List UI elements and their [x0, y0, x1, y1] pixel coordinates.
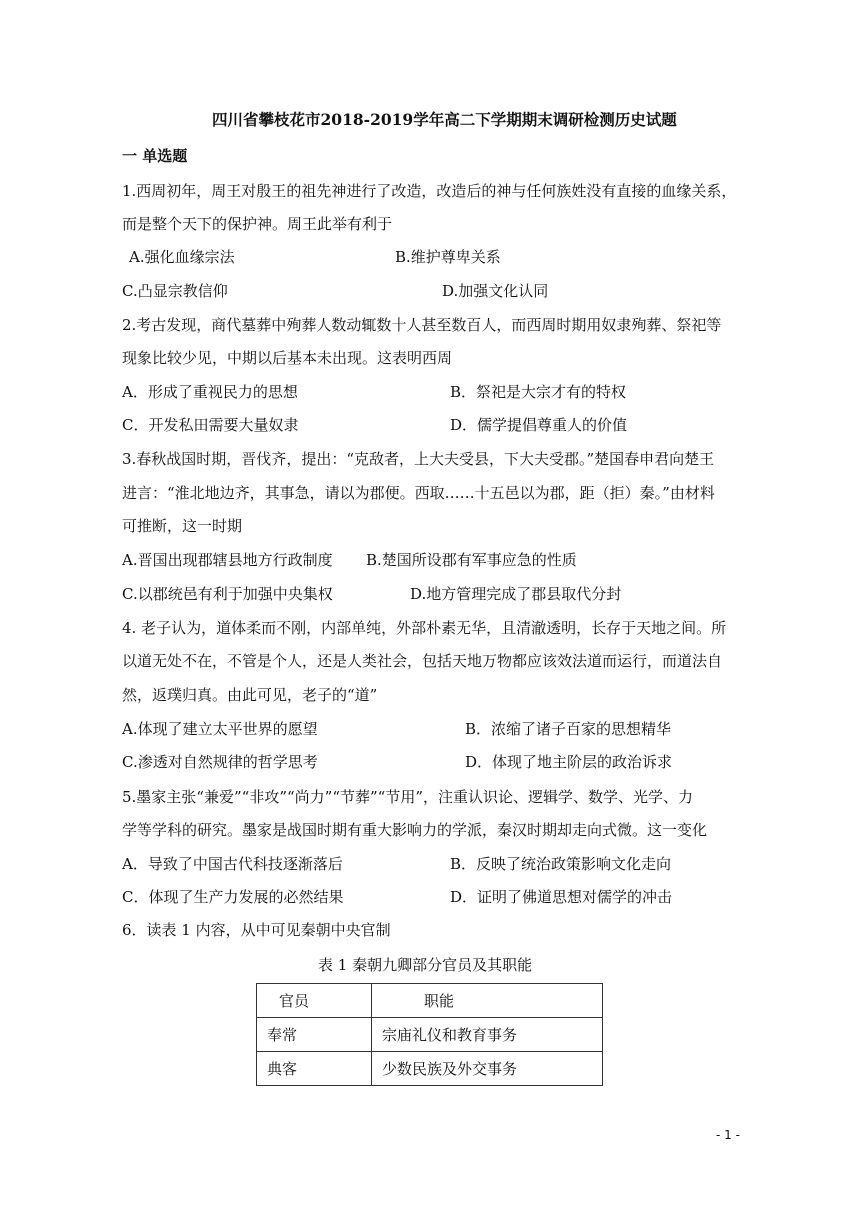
q4-option-a: A.体现了建立太平世界的愿望 [122, 720, 318, 738]
q5-option-b: B．反映了统治政策影响文化走向 [450, 855, 672, 873]
q6-stem: 6．读表 1 内容，从中可见秦朝中央官制 [122, 921, 391, 939]
table-cell: 少数民族及外交事务 [372, 1052, 603, 1086]
q4-stem-line-3: 然，返璞归真。由此可见，老子的“道” [122, 686, 378, 704]
table-row [257, 1018, 603, 1052]
q2-option-d: D．儒学提倡尊重人的价值 [450, 416, 628, 434]
q4-option-b: B．浓缩了诸子百家的思想精华 [465, 720, 672, 738]
q3-option-c: C.以郡统邑有利于加强中央集权 [122, 585, 333, 603]
q5-stem-line-1: 5.墨家主张“兼爱”“非攻”“尚力”“节葬”“节用”，注重认识论、逻辑学、数学、光学、力 [122, 788, 693, 806]
q3-stem-line-2: 进言：“淮北地边齐，其事急，请以为郡便。西取……十五邑以为郡，距（拒）秦。”由材料 [122, 484, 715, 502]
q2-option-b: B．祭祀是大宗才有的特权 [450, 383, 627, 401]
q2-stem-line-1: 2.考古发现，商代墓葬中殉葬人数动辄数十人甚至数百人，而西周时期用奴隶殉葬、祭祀等 [122, 316, 722, 334]
table-header-function: 职能 [372, 984, 603, 1018]
table-caption: 表 1 秦朝九卿部分官员及其职能 [318, 956, 533, 974]
officials-table [256, 983, 603, 1086]
q4-option-c: C.渗透对自然规律的哲学思考 [122, 753, 318, 771]
q3-stem-line-3: 可推断，这一时期 [122, 517, 243, 535]
q1-option-c: C.凸显宗教信仰 [122, 282, 228, 300]
q2-option-c: C．开发私田需要大量奴隶 [122, 416, 299, 434]
q2-option-a: A．形成了重视民力的思想 [122, 383, 298, 401]
q3-stem-line-1: 3.春秋战国时期，晋伐齐，提出：“克敌者，上大夫受县，下大夫受郡。”楚国春申君向楚王 [122, 450, 715, 468]
table-row [257, 1052, 603, 1086]
q4-stem-line-2: 以道无处不在，不管是个人，还是人类社会，包括天地万物都应该效法道而运行，而道法自 [122, 652, 723, 670]
q5-option-d: D．证明了佛道思想对儒学的冲击 [450, 888, 673, 906]
q3-option-d: D.地方管理完成了郡县取代分封 [410, 585, 622, 603]
q2-stem-line-2: 现象比较少见，中期以后基本未出现。这表明西周 [122, 349, 453, 367]
table-header-row [257, 984, 603, 1018]
table-cell: 宗庙礼仪和教育事务 [372, 1018, 603, 1052]
q1-stem-line-1: 1.西周初年，周王对殷王的祖先神进行了改造，改造后的神与任何族姓没有直接的血缘关系， [122, 182, 737, 200]
q1-option-a: A.强化血缘宗法 [129, 248, 235, 266]
q1-option-d: D.加强文化认同 [442, 282, 549, 300]
q5-option-a: A．导致了中国古代科技逐渐落后 [122, 855, 343, 873]
table-cell: 典客 [257, 1052, 372, 1086]
section-heading: 一 单选题 [122, 147, 188, 165]
page-title: 四川省攀枝花市2018-2019学年高二下学期期末调研检测历史试题 [212, 110, 677, 129]
q1-option-b: B.维护尊卑关系 [395, 248, 501, 266]
q3-option-a: A.晋国出现郡辖县地方行政制度 [122, 551, 333, 569]
page-number: - 1 - [716, 1128, 740, 1142]
q4-stem-line-1: 4. 老子认为，道体柔而不刚，内部单纯，外部朴素无华，且清澈透明，长存于天地之间。所 [122, 619, 727, 637]
q1-stem-line-2: 而是整个天下的保护神。周王此举有利于 [122, 215, 393, 233]
table-cell: 奉常 [257, 1018, 372, 1052]
q5-option-c: C．体现了生产力发展的必然结果 [122, 888, 344, 906]
q4-option-d: D．体现了地主阶层的政治诉求 [465, 753, 673, 771]
q3-option-b: B.楚国所设郡有军事应急的性质 [366, 551, 577, 569]
q5-stem-line-2: 学等学科的研究。墨家是战国时期有重大影响力的学派，秦汉时期却走向式微。这一变化 [122, 821, 708, 839]
table-header-official: 官员 [257, 984, 372, 1018]
